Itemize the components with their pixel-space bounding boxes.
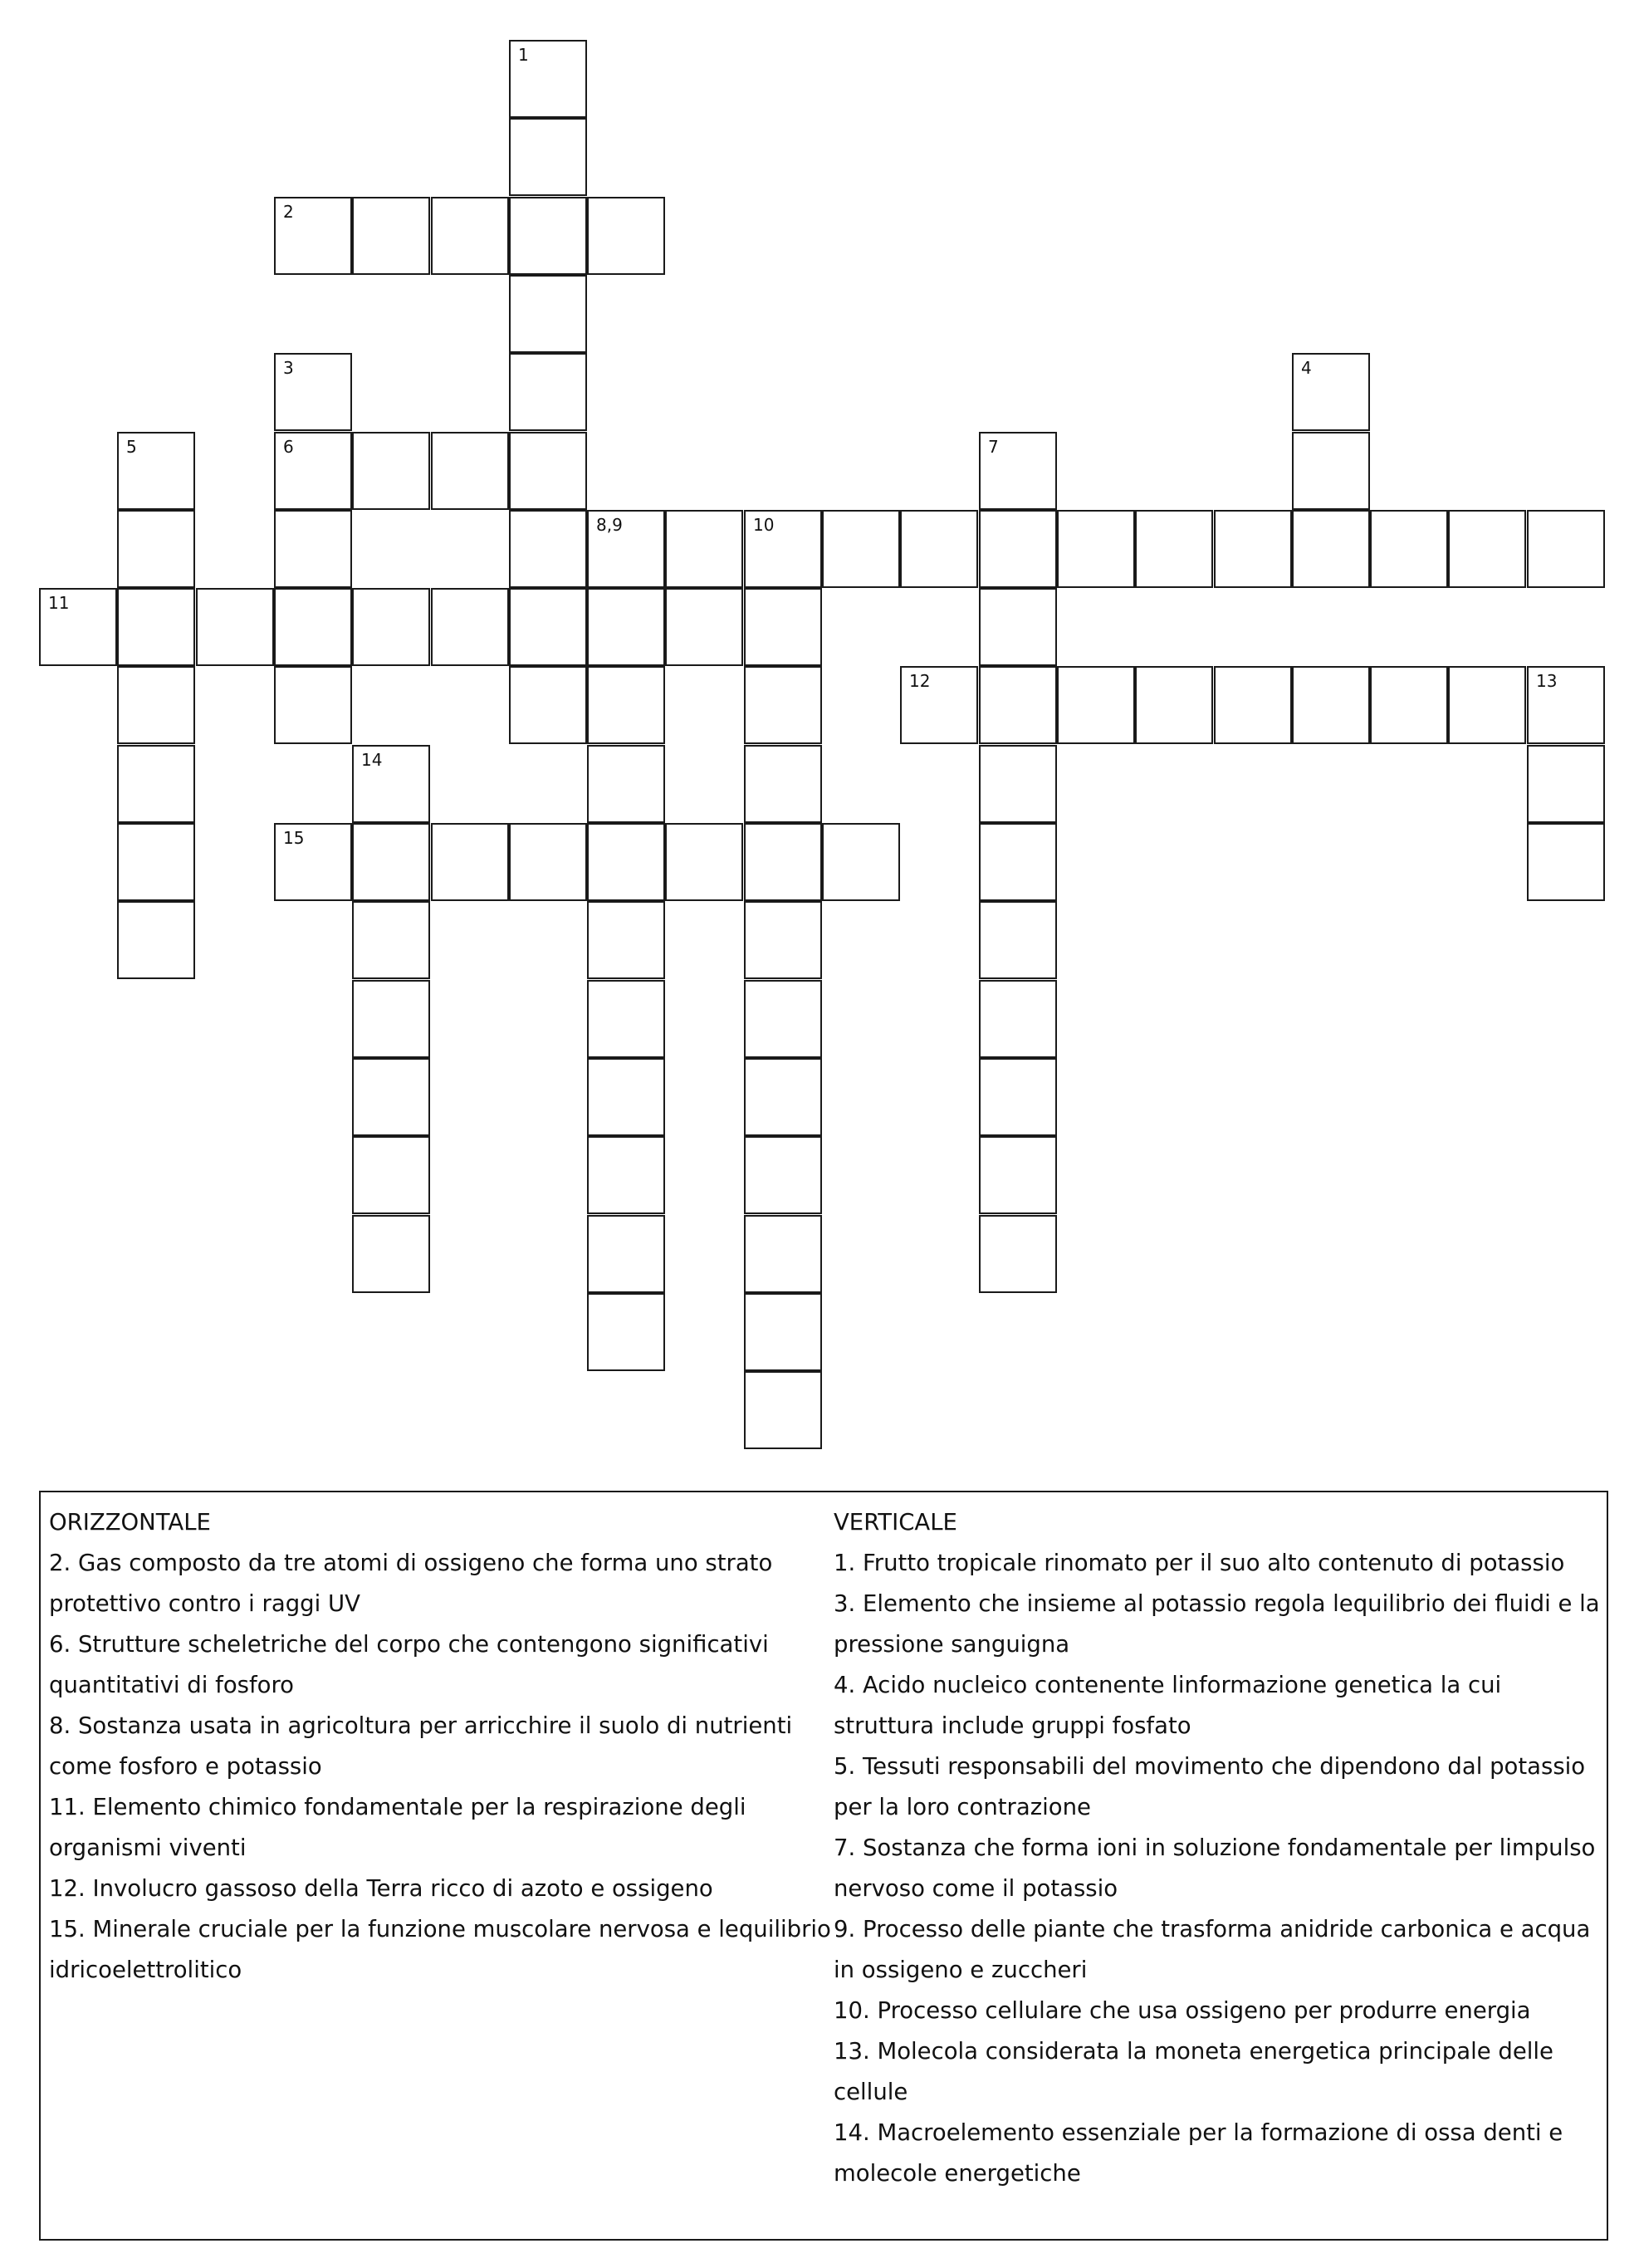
grid-cell[interactable] xyxy=(1135,510,1213,588)
grid-cell[interactable] xyxy=(744,666,822,744)
cell-number: 8,9 xyxy=(596,515,623,535)
grid-cell[interactable] xyxy=(509,432,587,510)
grid-cell[interactable] xyxy=(117,901,195,979)
grid-cell[interactable] xyxy=(352,823,430,901)
grid-cell[interactable] xyxy=(587,666,665,744)
grid-cell[interactable] xyxy=(196,588,274,666)
down-clues xyxy=(834,1502,1602,2194)
grid-cell[interactable] xyxy=(509,510,587,588)
grid-cell[interactable] xyxy=(587,980,665,1058)
grid-cell[interactable] xyxy=(509,353,587,431)
cell-number: 1 xyxy=(518,45,529,65)
grid-cell[interactable] xyxy=(274,197,352,275)
grid-cell[interactable] xyxy=(352,588,430,666)
grid-cell[interactable] xyxy=(979,666,1057,744)
cell-number: 2 xyxy=(283,202,294,222)
cell-number: 6 xyxy=(283,437,294,457)
grid-cell[interactable] xyxy=(587,823,665,901)
grid-cell[interactable] xyxy=(822,510,900,588)
clue-across-6: 6. Strutture scheletriche del corpo che contengono significativi quantitativi di fosforo xyxy=(49,1631,769,1698)
grid-cell[interactable] xyxy=(587,1293,665,1371)
cell-number: 3 xyxy=(283,358,294,378)
grid-cell[interactable] xyxy=(979,901,1057,979)
grid-cell[interactable] xyxy=(1448,666,1526,744)
clue-across-15: 15. Minerale cruciale per la funzione muscolare nervosa e lequilibrio idricoelettrolitico xyxy=(49,1916,831,1983)
cell-number: 4 xyxy=(1301,358,1312,378)
grid-cell[interactable] xyxy=(900,510,978,588)
cell-number: 5 xyxy=(126,437,137,457)
grid-cell[interactable] xyxy=(1135,666,1213,744)
grid-cell[interactable] xyxy=(274,432,352,510)
clue-down-3: 3. Elemento che insieme al potassio regola lequilibrio dei fluidi e la pressione sanguigna xyxy=(834,1590,1600,1658)
grid-cell[interactable] xyxy=(979,980,1057,1058)
grid-cell[interactable] xyxy=(352,197,430,275)
grid-cell[interactable] xyxy=(822,823,900,901)
grid-cell[interactable] xyxy=(744,745,822,823)
cell-number: 14 xyxy=(361,750,383,770)
grid-cell[interactable] xyxy=(1057,666,1135,744)
grid-cell[interactable] xyxy=(665,823,743,901)
grid-cell[interactable] xyxy=(1527,510,1605,588)
grid-cell[interactable] xyxy=(979,1058,1057,1136)
grid-cell[interactable] xyxy=(431,823,509,901)
cell-number: 11 xyxy=(48,593,70,613)
clue-down-7: 7. Sostanza che forma ioni in soluzione fondamentale per limpulso nervoso come il potassio xyxy=(834,1834,1596,1902)
grid-cell[interactable] xyxy=(587,1215,665,1293)
grid-cell[interactable] xyxy=(744,510,822,588)
grid-cell[interactable] xyxy=(744,901,822,979)
grid-cell[interactable] xyxy=(744,1371,822,1449)
grid-cell[interactable] xyxy=(431,588,509,666)
grid-cell[interactable] xyxy=(274,588,352,666)
cell-number: 10 xyxy=(753,515,775,535)
grid-cell[interactable] xyxy=(509,823,587,901)
grid-cell[interactable] xyxy=(744,588,822,666)
grid-cell[interactable] xyxy=(587,510,665,588)
grid-cell[interactable] xyxy=(1527,745,1605,823)
grid-cell[interactable] xyxy=(587,1058,665,1136)
grid-cell[interactable] xyxy=(744,1293,822,1371)
grid-cell[interactable] xyxy=(509,118,587,196)
grid-cell[interactable] xyxy=(1527,666,1605,744)
grid-cell[interactable] xyxy=(352,1136,430,1214)
clue-down-9: 9. Processo delle piante che trasforma anidride carbonica e acqua in ossigeno e zuccheri xyxy=(834,1916,1591,1983)
clue-down-5: 5. Tessuti responsabili del movimento che dipendono dal potassio per la loro contrazione xyxy=(834,1753,1586,1820)
grid-cell[interactable] xyxy=(744,1136,822,1214)
grid-cell[interactable] xyxy=(39,588,117,666)
grid-cell[interactable] xyxy=(744,1215,822,1293)
grid-cell[interactable] xyxy=(1370,666,1448,744)
grid-cell[interactable] xyxy=(509,588,587,666)
grid-cell[interactable] xyxy=(587,901,665,979)
grid-cell[interactable] xyxy=(979,1215,1057,1293)
grid-cell[interactable] xyxy=(352,1058,430,1136)
grid-cell[interactable] xyxy=(979,432,1057,510)
grid-cell[interactable] xyxy=(1292,666,1370,744)
grid-cell[interactable] xyxy=(431,432,509,510)
grid-cell[interactable] xyxy=(117,432,195,510)
cell-number: 15 xyxy=(283,828,305,848)
grid-cell[interactable] xyxy=(117,745,195,823)
grid-cell[interactable] xyxy=(1057,510,1135,588)
grid-cell[interactable] xyxy=(274,510,352,588)
grid-cell[interactable] xyxy=(665,510,743,588)
grid-cell[interactable] xyxy=(744,980,822,1058)
grid-cell[interactable] xyxy=(979,1136,1057,1214)
grid-cell[interactable] xyxy=(1214,666,1292,744)
clue-down-4: 4. Acido nucleico contenente linformazione genetica la cui struttura include gruppi fosfato xyxy=(834,1672,1502,1739)
grid-cell[interactable] xyxy=(509,275,587,353)
grid-cell[interactable] xyxy=(1527,823,1605,901)
clue-across-8: 8. Sostanza usata in agricoltura per arricchire il suolo di nutrienti come fosforo e potassio xyxy=(49,1712,793,1780)
grid-cell[interactable] xyxy=(979,823,1057,901)
clue-down-13: 13. Molecola considerata la moneta energetica principale delle cellule xyxy=(834,2038,1553,2105)
grid-cell[interactable] xyxy=(979,510,1057,588)
grid-cell[interactable] xyxy=(587,197,665,275)
grid-cell[interactable] xyxy=(509,40,587,118)
grid-cell[interactable] xyxy=(352,980,430,1058)
grid-cell[interactable] xyxy=(587,588,665,666)
grid-cell[interactable] xyxy=(744,823,822,901)
grid-cell[interactable] xyxy=(979,588,1057,666)
grid-cell[interactable] xyxy=(117,823,195,901)
grid-cell[interactable] xyxy=(979,745,1057,823)
grid-cell[interactable] xyxy=(1214,510,1292,588)
grid-cell[interactable] xyxy=(1292,432,1370,510)
grid-cell[interactable] xyxy=(509,197,587,275)
grid-cell[interactable] xyxy=(509,666,587,744)
across-heading: ORIZZONTALE xyxy=(49,1509,211,1536)
grid-cell[interactable] xyxy=(665,588,743,666)
clue-down-10: 10. Processo cellulare che usa ossigeno per produrre energia xyxy=(834,1997,1531,2024)
clues-box xyxy=(39,1491,1608,2241)
cell-number: 7 xyxy=(988,437,999,457)
grid-cell[interactable] xyxy=(900,666,978,744)
grid-cell[interactable] xyxy=(352,745,430,823)
grid-cell[interactable] xyxy=(587,745,665,823)
grid-cell[interactable] xyxy=(587,1136,665,1214)
cell-number: 12 xyxy=(909,671,931,691)
grid-cell[interactable] xyxy=(117,588,195,666)
clue-across-12: 12. Involucro gassoso della Terra ricco di azoto e ossigeno xyxy=(49,1875,713,1902)
clue-down-1: 1. Frutto tropicale rinomato per il suo alto contenuto di potassio xyxy=(834,1550,1565,1576)
grid-cell[interactable] xyxy=(352,432,430,510)
down-heading: VERTICALE xyxy=(834,1509,957,1536)
cell-number: 13 xyxy=(1536,671,1558,691)
clue-across-11: 11. Elemento chimico fondamentale per la respirazione degli organismi viventi xyxy=(49,1794,746,1861)
grid-cell[interactable] xyxy=(274,666,352,744)
grid-cell[interactable] xyxy=(352,1215,430,1293)
clue-down-14: 14. Macroelemento essenziale per la formazione di ossa denti e molecole energetiche xyxy=(834,2119,1563,2187)
clue-across-2: 2. Gas composto da tre atomi di ossigeno che forma uno strato protettivo contro i raggi UV xyxy=(49,1550,773,1617)
grid-cell[interactable] xyxy=(1370,510,1448,588)
grid-cell[interactable] xyxy=(1292,353,1370,431)
grid-cell[interactable] xyxy=(117,666,195,744)
grid-cell[interactable] xyxy=(274,823,352,901)
grid-cell[interactable] xyxy=(744,1058,822,1136)
grid-cell[interactable] xyxy=(431,197,509,275)
grid-cell[interactable] xyxy=(117,510,195,588)
grid-cell[interactable] xyxy=(1448,510,1526,588)
grid-cell[interactable] xyxy=(1292,510,1370,588)
grid-cell[interactable] xyxy=(274,353,352,431)
grid-cell[interactable] xyxy=(352,901,430,979)
across-clues xyxy=(49,1502,834,1991)
